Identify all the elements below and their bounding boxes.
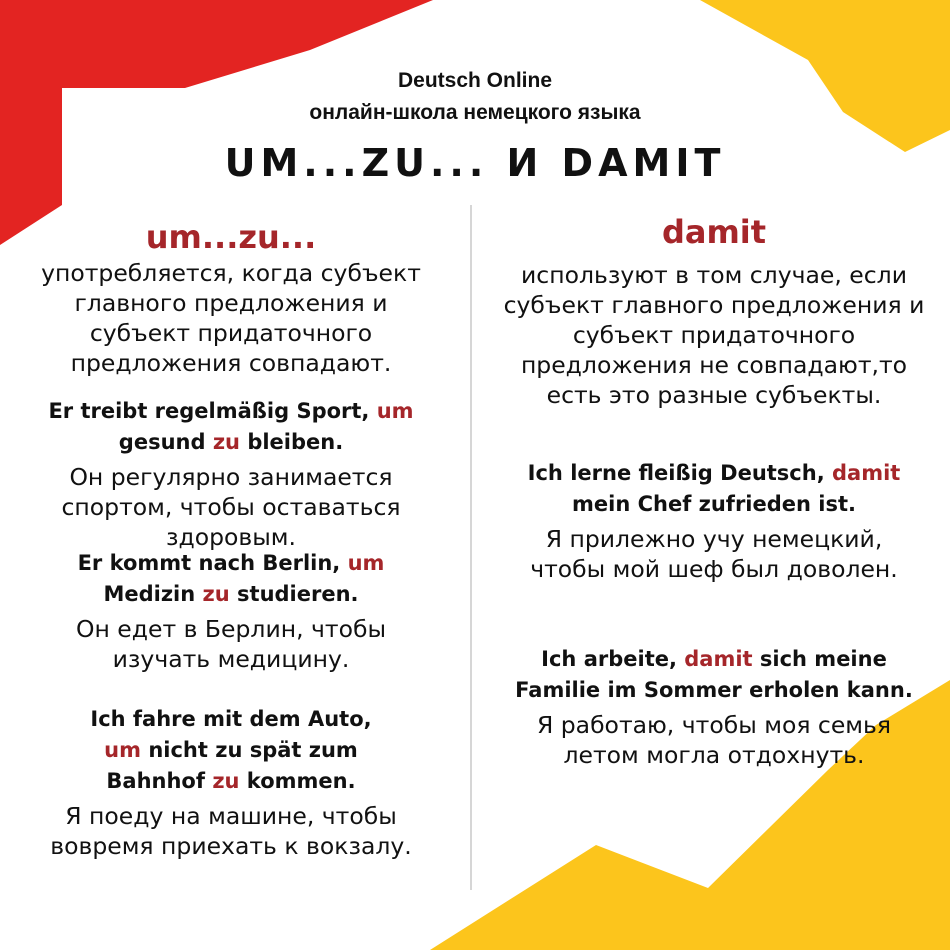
highlighted-keyword: um	[376, 399, 414, 423]
desc-line: предложения совпадают.	[70, 349, 392, 377]
desc-line: употребляется, когда субъект	[41, 259, 421, 287]
desc-line: используют в том случае, если	[521, 261, 907, 289]
highlighted-keyword: zu	[212, 769, 240, 793]
example-text: Er treibt regelmäßig Sport,	[48, 399, 377, 423]
russian-translation-line: летом могла отдохнуть.	[563, 741, 865, 769]
example-text: Bahnhof	[106, 769, 213, 793]
desc-line: предложения не совпадают,то	[520, 351, 908, 379]
russian-translation-line: Я работаю, чтобы моя семья	[536, 711, 892, 739]
russian-translation-line: здоровым.	[165, 523, 297, 551]
um-zu-heading: um...zu...	[145, 218, 317, 256]
example-text: Medizin	[103, 582, 203, 606]
highlighted-keyword: damit	[684, 647, 753, 671]
russian-translation-line: Он регулярно занимается	[69, 463, 393, 491]
example-text: Ich arbeite,	[541, 647, 685, 671]
example-text: studieren.	[229, 582, 359, 606]
example-text: bleiben.	[240, 430, 344, 454]
desc-line: есть это разные субъекты.	[546, 381, 882, 409]
german-example-line	[478, 675, 950, 706]
russian-translation-line: изучать медицину.	[112, 645, 350, 673]
page-title: UM...ZU... И DAMIT	[224, 141, 726, 185]
german-example-line	[0, 396, 462, 427]
example-block	[0, 548, 462, 674]
russian-translation-line: Я поеду на машине, чтобы	[65, 802, 397, 830]
example-text: nicht zu spät zum	[141, 738, 358, 762]
highlighted-keyword: um	[347, 551, 385, 575]
german-example-line	[0, 766, 462, 797]
example-block	[0, 704, 462, 861]
highlighted-keyword: um	[104, 738, 142, 762]
example-text: Familie im Sommer erholen kann.	[515, 678, 913, 702]
russian-translation-line: вовремя приехать к вокзалу.	[50, 832, 412, 860]
russian-translation-line: Я прилежно учу немецкий,	[545, 525, 883, 553]
example-text: Ich fahre mit dem Auto,	[90, 707, 372, 731]
example-text: Er kommt nach Berlin,	[77, 551, 348, 575]
example-text: sich meine	[752, 647, 887, 671]
highlighted-keyword: zu	[212, 430, 241, 454]
highlighted-keyword: damit	[832, 461, 901, 485]
desc-line: субъект главного предложения и	[503, 291, 925, 319]
german-example-line	[478, 644, 950, 675]
german-example-line	[0, 579, 462, 610]
german-example-line	[0, 548, 462, 579]
russian-translation-line: Он едет в Берлин, чтобы	[75, 615, 387, 643]
desc-line: субъект придаточного	[572, 321, 856, 349]
example-block	[478, 644, 950, 770]
example-text: Ich lerne fleißig Deutsch,	[527, 461, 832, 485]
german-example-line	[478, 458, 950, 489]
example-block	[478, 458, 950, 584]
um-zu-description	[0, 258, 462, 378]
german-example-line	[478, 489, 950, 520]
example-text: mein Chef zufrieden ist.	[572, 492, 856, 516]
german-example-line	[0, 704, 462, 735]
russian-translation-line: чтобы мой шеф был доволен.	[530, 555, 898, 583]
desc-line: субъект придаточного	[89, 319, 373, 347]
example-text: gesund	[118, 430, 213, 454]
damit-heading: damit	[661, 213, 767, 251]
german-example-line	[0, 735, 462, 766]
damit-description	[478, 260, 950, 410]
russian-translation-line: спортом, чтобы оставаться	[61, 493, 401, 521]
school-subtitle: онлайн-школа немецкого языка	[309, 101, 641, 124]
highlighted-keyword: zu	[202, 582, 230, 606]
header	[0, 66, 950, 188]
german-example-line	[0, 427, 462, 458]
example-text: kommen.	[239, 769, 356, 793]
desc-line: главного предложения и	[74, 289, 388, 317]
example-block	[0, 396, 462, 552]
brand-name: Deutsch Online	[397, 69, 553, 92]
column-divider	[470, 205, 472, 890]
